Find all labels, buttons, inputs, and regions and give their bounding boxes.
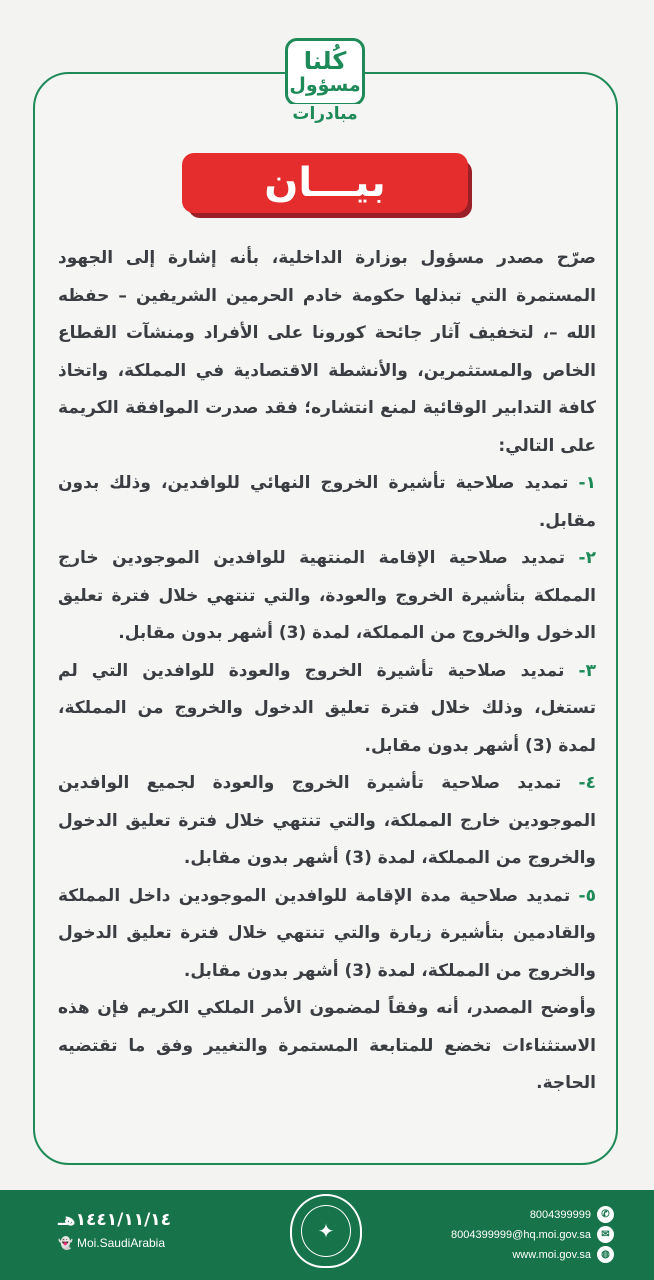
kulna-masool-logo — [285, 38, 365, 106]
item-number: ٤- — [578, 773, 596, 793]
logo-subtitle: مبادرات — [285, 104, 365, 124]
globe-icon: ◍ — [597, 1246, 614, 1263]
statement-item-1 — [58, 465, 596, 540]
statement-item-3 — [58, 653, 596, 766]
footer-website[interactable] — [512, 1246, 614, 1263]
item-text: تمديد صلاحية الإقامة المنتهية للوافدين الموجودين خارج المملكة بتأشيرة الخروج والعودة، والتي تنتهي خلال فترة تعليق الدخول والخروج من المملكة، لمدة (3) أشهر بدون مقابل. — [58, 548, 596, 643]
phone-text: 8004399999 — [529, 1208, 591, 1221]
footer-date: ١٤٤١/١١/١٤هـ — [58, 1210, 172, 1230]
handle-text: Moi.SaudiArabia — [76, 1236, 166, 1250]
email-text: 8004399999@hq.moi.gov.sa — [450, 1228, 591, 1241]
phone-icon: ✆ — [597, 1206, 614, 1223]
statement-intro: صرّح مصدر مسؤول بوزارة الداخلية، بأنه إشارة إلى الجهود المستمرة التي تبذلها حكومة خادم الحرمين الشريفين – حفظه الله –، لتخفيف آثار جائحة كورونا على الأفراد ومنشآت القطاع الخاص والمستثمرين، والأنشطة الاقتصادية في المملكة، واتخاذ كافة التدابير الوقائية لمنع انتشاره؛ فقد صدرت الموافقة الكريمة على التالي: — [58, 248, 596, 456]
item-number: ٢- — [578, 548, 596, 568]
snapchat-icon: 👻 — [58, 1236, 73, 1250]
item-text: تمديد صلاحية تأشيرة الخروج والعودة للوافدين التي لم تستغل، وذلك خلال فترة تعليق الدخول والخروج من المملكة، لمدة (3) أشهر بدون مقابل. — [58, 660, 596, 756]
statement-closing: وأوضح المصدر، أنه وفقاً لمضمون الأمر الملكي الكريم فإن هذه الاستثناءات تخضع للمتابعة المستمرة والتغيير وفق ما تقتضيه الحاجة. — [58, 998, 596, 1093]
footer-social-handle[interactable] — [58, 1236, 165, 1250]
statement-item-2 — [58, 540, 596, 653]
footer-bar — [0, 1190, 654, 1280]
item-number: ٣- — [578, 660, 596, 681]
logo-line-1: كُلنا — [303, 47, 347, 75]
item-number: ١- — [578, 473, 596, 493]
item-text: تمديد صلاحية تأشيرة الخروج والعودة لجميع الوافدين الموجودين خارج المملكة، والتي تنتهي خلال فترة تعليق الدخول والخروج من المملكة، لمدة (3) أشهر بدون مقابل. — [58, 773, 596, 868]
statement-banner — [182, 153, 468, 213]
emblem-icon: ✦ — [290, 1194, 362, 1268]
logo-line-2: مسؤول — [289, 74, 361, 96]
website-text: www.moi.gov.sa — [512, 1248, 591, 1261]
item-text: تمديد صلاحية مدة الإقامة للوافدين الموجودين داخل المملكة والقادمين بتأشيرة زيارة والتي تنتهي خلال فترة تعليق الدخول والخروج من المملكة، لمدة (3) أشهر بدون مقابل. — [58, 885, 596, 981]
statement-body — [58, 240, 596, 1103]
statement-item-4 — [58, 765, 596, 878]
email-icon: ✉ — [597, 1226, 614, 1243]
footer-phone[interactable] — [530, 1206, 614, 1223]
banner-title: بيـــان — [264, 160, 386, 206]
item-text: تمديد صلاحية تأشيرة الخروج النهائي للوافدين، وذلك بدون مقابل. — [58, 473, 596, 531]
item-number: ٥- — [578, 885, 596, 906]
statement-item-5 — [58, 878, 596, 991]
footer-email[interactable] — [451, 1226, 614, 1243]
